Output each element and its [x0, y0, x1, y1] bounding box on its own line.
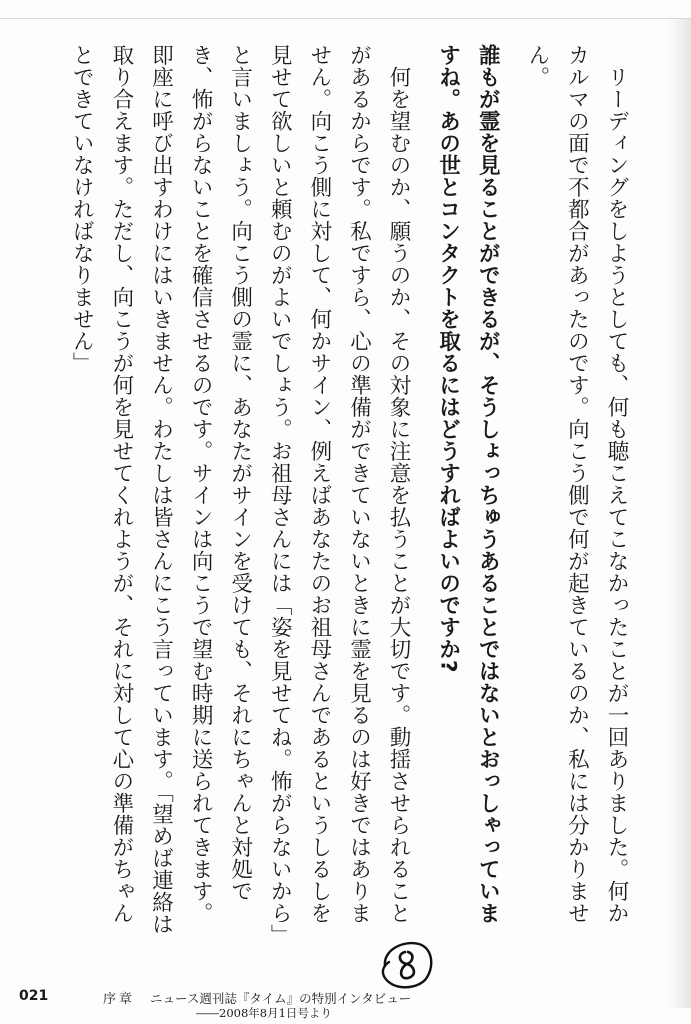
- page-top-edge: [0, 18, 691, 19]
- body-text: [62, 44, 636, 944]
- handwritten-circled-number: [375, 936, 439, 992]
- chapter-title: ニュース週刊誌『タイム』の特別インタビュー: [150, 991, 412, 1006]
- page-right-shadow: [667, 18, 691, 1008]
- page-number: 021: [19, 988, 49, 1004]
- chapter-source: ――2008年8月1日号より: [196, 1006, 332, 1020]
- answer-paragraph-intro: リーディングをしようとしても、何も聴こえてこなかったことが一回ありました。何かカルマの面で不都合があったのです。向こう側で何が起きているのか、私には分かりません。: [524, 44, 629, 924]
- interviewer-question: 誰もが霊を見ることができるが、そうしょっちゅうあることではないとおっしゃっていますね。あの世とコンタクトを取るにはどうすればよいのですか?: [435, 44, 501, 924]
- chapter-label: 序章: [103, 992, 136, 1007]
- answer-paragraph-main: 何を望むのか、願うのか、その対象に注意を払うことが大切です。動揺させられることがあるからです。私ですら、心の準備ができていないときに霊を見るのは好きではありません。向こう側に対して、何かサイン、例えばあなたのお祖母さんであるというしるしを見せて欲しいと頼むのがよいでしょう。お祖母さんには「姿を見せてね。怖がらないから」と言いましょう。向こう側の霊に、あなたがサインを受けても、それにちゃんと対処でき、怖がらないことを確信させるのです。サインは向こうで望む時期に送られてきます。即座に呼び出すわけにはいきません。わたしは皆さんにこう言っています。「望めば連絡は取り合えます。ただし、向こうが何を見せてくれようが、それに対して心の準備がちゃんとできていなければなりません」: [69, 44, 412, 936]
